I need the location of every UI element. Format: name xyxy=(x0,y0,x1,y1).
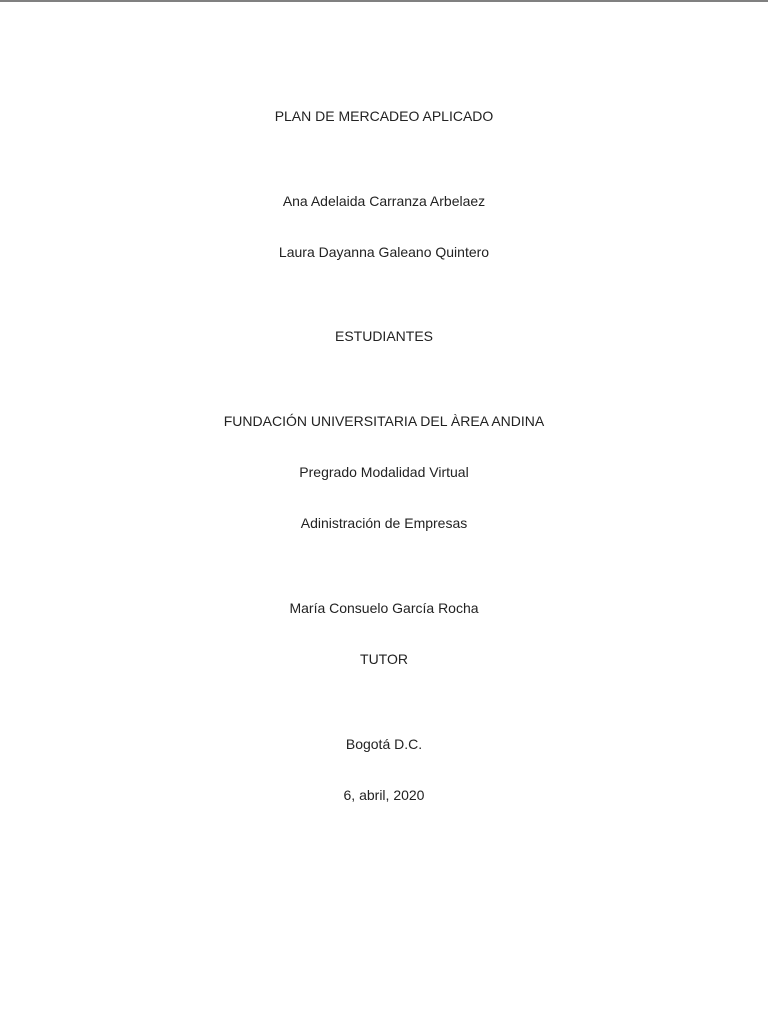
authors-role: ESTUDIANTES xyxy=(334,328,433,344)
author-2: Laura Dayanna Galeano Quintero xyxy=(278,244,490,260)
institution: FUNDACIÓN UNIVERSITARIA DEL ÀREA ANDINA xyxy=(223,413,545,429)
date: 6, abril, 2020 xyxy=(343,787,425,803)
author-1: Ana Adelaida Carranza Arbelaez xyxy=(282,193,486,209)
program: Pregrado Modalidad Virtual xyxy=(299,464,469,480)
career: Adinistración de Empresas xyxy=(300,515,468,531)
tutor-role: TUTOR xyxy=(360,651,408,667)
city: Bogotá D.C. xyxy=(345,736,423,752)
document-title: PLAN DE MERCADEO APLICADO xyxy=(274,108,494,124)
tutor-name: María Consuelo García Rocha xyxy=(289,600,479,616)
